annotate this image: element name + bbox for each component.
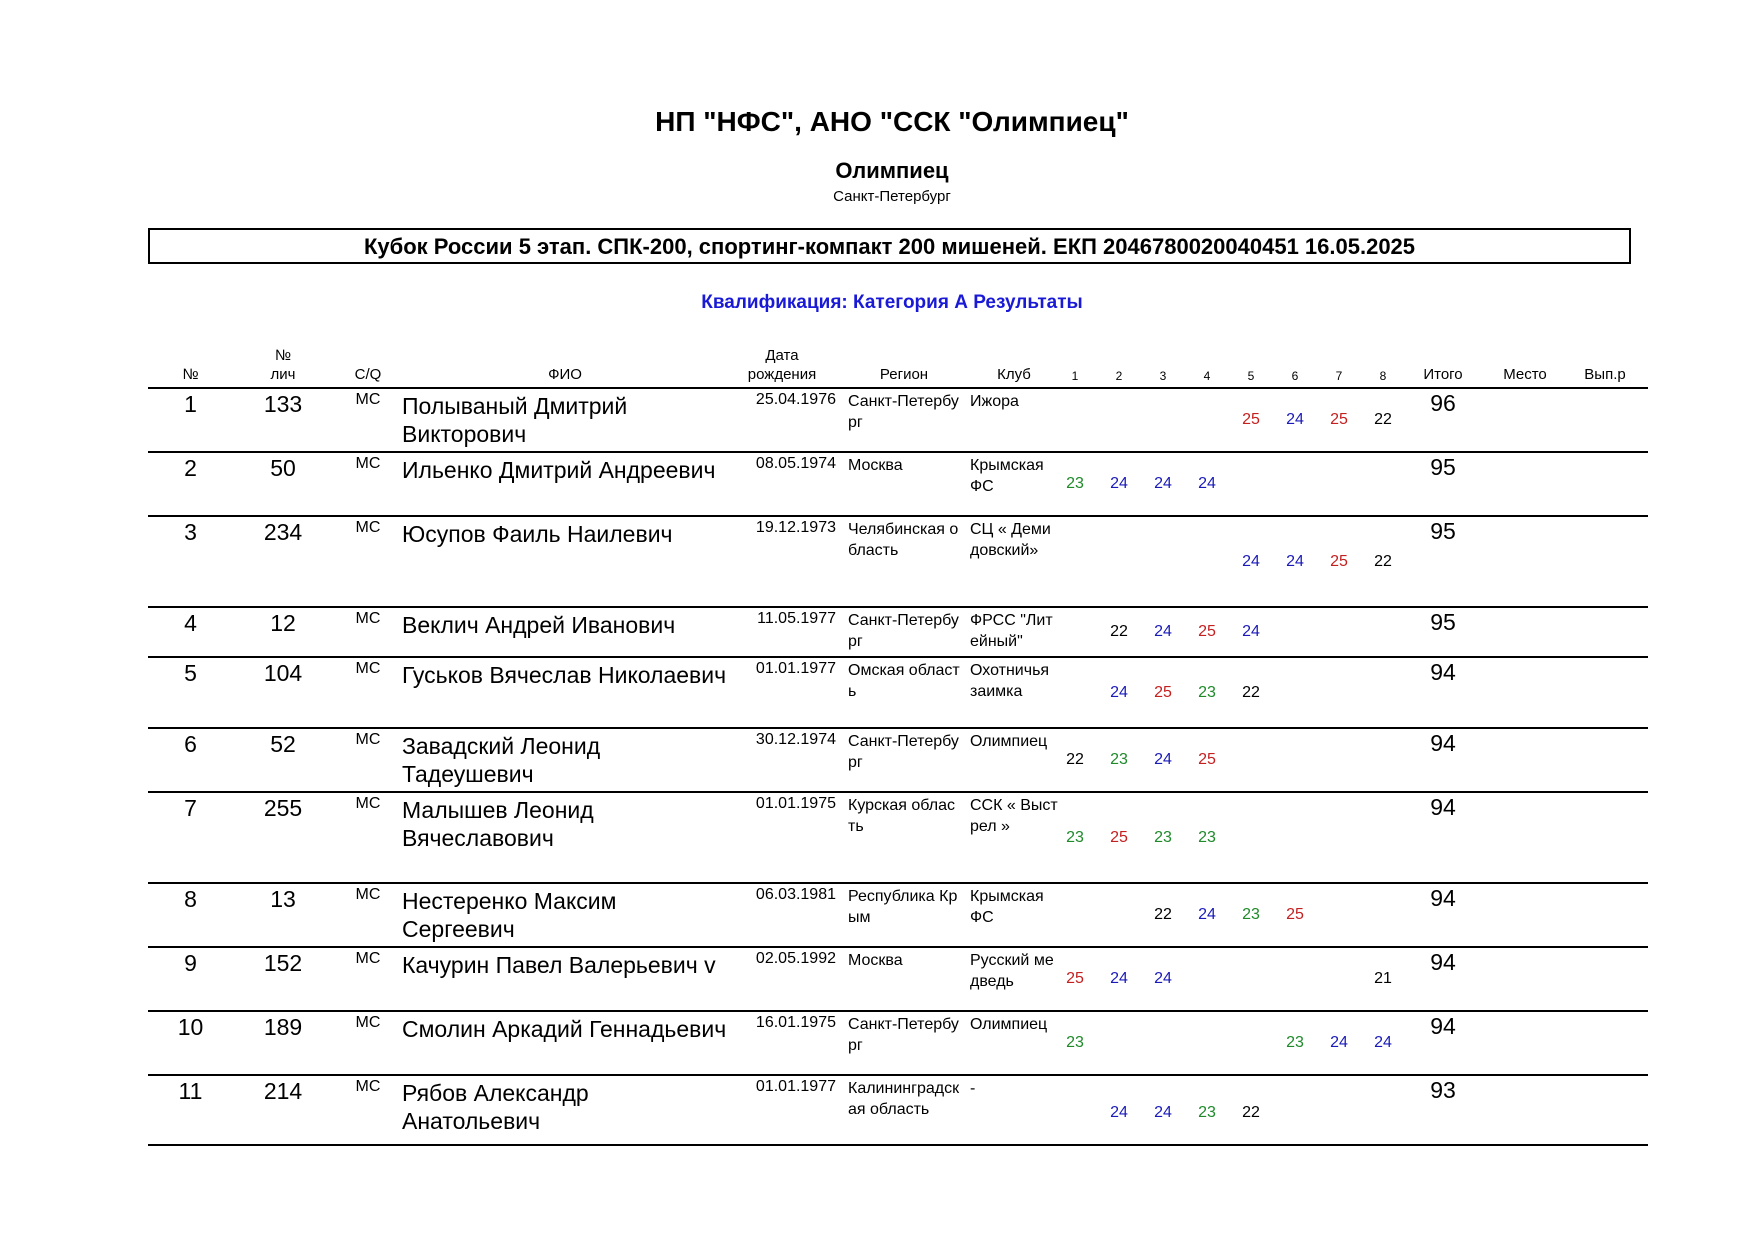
birth-date: 02.05.1992 (755, 950, 836, 967)
table-row (148, 606, 1648, 656)
row-divider (148, 1010, 1648, 1012)
birth-date: 01.01.1977 (755, 660, 836, 677)
total-score: 94 (1430, 1013, 1456, 1039)
birth-date: 06.03.1981 (755, 886, 836, 903)
series-score-2: 24 (1110, 970, 1128, 987)
col-series-4: 4 (1203, 369, 1211, 383)
table-row (148, 656, 1648, 727)
row-divider (148, 606, 1648, 608)
qualification: МС (355, 455, 381, 472)
series-score-5: 22 (1242, 1104, 1260, 1121)
birth-date: 30.12.1974 (755, 731, 836, 748)
col-series-5: 5 (1247, 369, 1255, 383)
series-score-5: 24 (1242, 553, 1260, 570)
col-vyp: Вып.р (1584, 366, 1626, 383)
region: Санкт-Петербург (848, 612, 959, 650)
series-score-8: 22 (1374, 411, 1392, 428)
region: Республика Крым (848, 888, 958, 926)
club-name: ССК « Выстрел » (970, 797, 1058, 835)
total-score: 94 (1430, 949, 1456, 975)
athlete-name: Полываный Дмитрий Викторович (402, 393, 628, 447)
table-row (148, 451, 1648, 515)
birth-date: 19.12.1973 (755, 519, 836, 536)
athlete-name: Рябов Александр Анатольевич (402, 1080, 589, 1134)
series-score-4: 24 (1198, 906, 1216, 923)
athlete-name: Нестеренко Максим Сергеевич (402, 888, 617, 942)
total-score: 93 (1430, 1077, 1456, 1103)
total-score: 95 (1430, 454, 1456, 480)
row-divider (148, 656, 1648, 658)
athlete-name: Веклич Андрей Иванович (402, 612, 676, 638)
row-number: 3 (184, 519, 197, 545)
birth-date: 08.05.1974 (755, 455, 836, 472)
col-no: № (182, 366, 199, 383)
license-number: 133 (263, 391, 303, 417)
club-name: Ижора (970, 393, 1019, 410)
series-score-3: 24 (1154, 970, 1172, 987)
region: Санкт-Петербург (848, 1016, 959, 1054)
table-row (148, 1074, 1648, 1144)
birth-date: 01.01.1975 (755, 795, 836, 812)
event-title: Кубок России 5 этап. СПК-200, спортинг-компакт 200 мишеней. ЕКП 2046780020040451 16.05.2025 (148, 228, 1631, 264)
series-score-3: 24 (1154, 475, 1172, 492)
series-score-4: 23 (1198, 829, 1216, 846)
series-score-1: 23 (1066, 475, 1084, 492)
row-number: 6 (184, 731, 197, 757)
row-divider (148, 946, 1648, 948)
row-divider (148, 515, 1648, 517)
series-score-4: 25 (1198, 751, 1216, 768)
athlete-name: Ильенко Дмитрий Андреевич (402, 457, 716, 483)
club-title: Олимпиец (835, 158, 949, 183)
series-score-5: 24 (1242, 623, 1260, 640)
region: Курская область (848, 797, 955, 835)
license-number: 13 (270, 886, 296, 912)
total-score: 95 (1430, 518, 1456, 544)
series-score-2: 23 (1110, 751, 1128, 768)
series-score-6: 24 (1286, 411, 1304, 428)
series-score-4: 25 (1198, 623, 1216, 640)
series-score-3: 24 (1154, 1104, 1172, 1121)
series-score-8: 22 (1374, 553, 1392, 570)
series-score-2: 25 (1110, 829, 1128, 846)
region: Санкт-Петербург (848, 393, 959, 431)
license-number: 214 (263, 1078, 303, 1104)
series-score-2: 24 (1110, 684, 1128, 701)
table-row (148, 727, 1648, 791)
license-number: 234 (263, 519, 303, 545)
series-score-5: 22 (1242, 684, 1260, 701)
col-club: Клуб (997, 366, 1031, 383)
col-dob-top: Дата (765, 347, 799, 364)
col-place: Место (1503, 366, 1547, 383)
total-score: 94 (1430, 885, 1456, 911)
table-bottom-border (148, 1144, 1648, 1146)
qualification: МС (355, 1078, 381, 1095)
row-number: 4 (184, 610, 197, 636)
col-total: Итого (1423, 366, 1463, 383)
license-number: 12 (270, 610, 296, 636)
row-divider (148, 882, 1648, 884)
athlete-name: Гуськов Вячеслав Николаевич (402, 662, 727, 688)
total-score: 95 (1430, 609, 1456, 635)
col-fio: ФИО (548, 366, 582, 383)
row-divider (148, 791, 1648, 793)
col-series-8: 8 (1379, 369, 1387, 383)
region: Москва (848, 457, 903, 474)
total-score: 94 (1430, 659, 1456, 685)
table-row (148, 791, 1648, 882)
club-name: СЦ « Демидовский» (970, 521, 1051, 559)
table-row (148, 1010, 1648, 1074)
license-number: 255 (263, 795, 303, 821)
row-divider (148, 727, 1648, 729)
series-score-2: 24 (1110, 475, 1128, 492)
club-name: Охотничья заимка (970, 662, 1050, 700)
series-score-3: 23 (1154, 829, 1172, 846)
license-number: 152 (263, 950, 303, 976)
col-lic-top: № (274, 347, 292, 364)
region: Санкт-Петербург (848, 733, 959, 771)
series-score-5: 25 (1242, 411, 1260, 428)
series-score-4: 23 (1198, 1104, 1216, 1121)
license-number: 52 (270, 731, 296, 757)
region: Калининградская область (848, 1080, 960, 1118)
col-cq: C/Q (354, 366, 382, 383)
club-name: Олимпиец (970, 733, 1048, 750)
series-score-4: 24 (1198, 475, 1216, 492)
qualification: МС (355, 660, 381, 677)
series-score-3: 24 (1154, 751, 1172, 768)
athlete-name: Малышев Леонид Вячеславович (402, 797, 594, 851)
club-name: Русский медведь (970, 952, 1054, 990)
series-score-7: 24 (1330, 1034, 1348, 1051)
col-series-1: 1 (1071, 369, 1079, 383)
row-number: 7 (184, 795, 197, 821)
series-score-3: 22 (1154, 906, 1172, 923)
col-series-2: 2 (1115, 369, 1123, 383)
series-score-3: 24 (1154, 623, 1172, 640)
row-number: 11 (178, 1078, 203, 1104)
series-score-7: 25 (1330, 411, 1348, 428)
qualification: МС (355, 886, 381, 903)
table-header-border (148, 387, 1648, 389)
organizer-title: НП "НФС", АНО "ССК "Олимпиец" (655, 106, 1129, 137)
series-score-5: 23 (1242, 906, 1260, 923)
row-number: 5 (184, 660, 197, 686)
series-score-7: 25 (1330, 553, 1348, 570)
row-number: 8 (184, 886, 197, 912)
row-number: 10 (177, 1014, 204, 1040)
series-score-1: 23 (1066, 1034, 1084, 1051)
series-score-4: 23 (1198, 684, 1216, 701)
row-number: 1 (184, 391, 197, 417)
row-divider (148, 451, 1648, 453)
row-number: 2 (184, 455, 197, 481)
qualification: МС (355, 731, 381, 748)
series-score-6: 24 (1286, 553, 1304, 570)
row-divider (148, 1074, 1648, 1076)
col-region: Регион (879, 366, 929, 383)
table-row (148, 946, 1648, 1010)
total-score: 94 (1430, 794, 1456, 820)
series-score-2: 24 (1110, 1104, 1128, 1121)
col-lic-bottom: лич (270, 366, 296, 383)
col-series-3: 3 (1159, 369, 1167, 383)
qualification: МС (355, 610, 381, 627)
row-number: 9 (184, 950, 197, 976)
qualification: МС (355, 391, 381, 408)
license-number: 189 (263, 1014, 303, 1040)
series-score-1: 23 (1066, 829, 1084, 846)
license-number: 104 (263, 660, 303, 686)
license-number: 50 (270, 455, 296, 481)
athlete-name: Смолин Аркадий Геннадьевич (402, 1016, 727, 1042)
table-row (148, 882, 1648, 946)
birth-date: 25.04.1976 (755, 391, 836, 408)
total-score: 96 (1430, 390, 1456, 416)
birth-date: 16.01.1975 (755, 1014, 836, 1031)
birth-date: 01.01.1977 (755, 1078, 836, 1095)
series-score-2: 22 (1110, 623, 1128, 640)
series-score-1: 22 (1066, 751, 1084, 768)
series-score-8: 24 (1374, 1034, 1392, 1051)
table-row (148, 515, 1648, 606)
series-score-3: 25 (1154, 684, 1172, 701)
table-row (148, 387, 1648, 451)
region: Челябинская область (848, 521, 959, 559)
col-dob-bottom: рождения (747, 366, 817, 383)
club-name: Крымская ФС (970, 888, 1044, 926)
club-city: Санкт-Петербург (833, 188, 951, 205)
series-score-6: 23 (1286, 1034, 1304, 1051)
qualification: МС (355, 795, 381, 812)
club-name: ФРСС "Литейный" (970, 612, 1053, 650)
section-title: Квалификация: Категория А Результаты (701, 292, 1083, 313)
athlete-name: Завадский Леонид Тадеушевич (402, 733, 601, 787)
series-score-6: 25 (1286, 906, 1304, 923)
total-score: 94 (1430, 730, 1456, 756)
qualification: МС (355, 519, 381, 536)
qualification: МС (355, 1014, 381, 1031)
club-name: Крымская ФС (970, 457, 1044, 495)
qualification: МС (355, 950, 381, 967)
athlete-name: Качурин Павел Валерьевич v (402, 952, 716, 978)
region: Омская область (848, 662, 960, 700)
series-score-1: 25 (1066, 970, 1084, 987)
col-series-7: 7 (1335, 369, 1343, 383)
club-name: - (970, 1080, 976, 1097)
col-series-6: 6 (1291, 369, 1299, 383)
region: Москва (848, 952, 903, 969)
birth-date: 11.05.1977 (757, 610, 836, 627)
athlete-name: Юсупов Фаиль Наилевич (402, 521, 673, 547)
series-score-8: 21 (1374, 970, 1392, 987)
club-name: Олимпиец (970, 1016, 1048, 1033)
